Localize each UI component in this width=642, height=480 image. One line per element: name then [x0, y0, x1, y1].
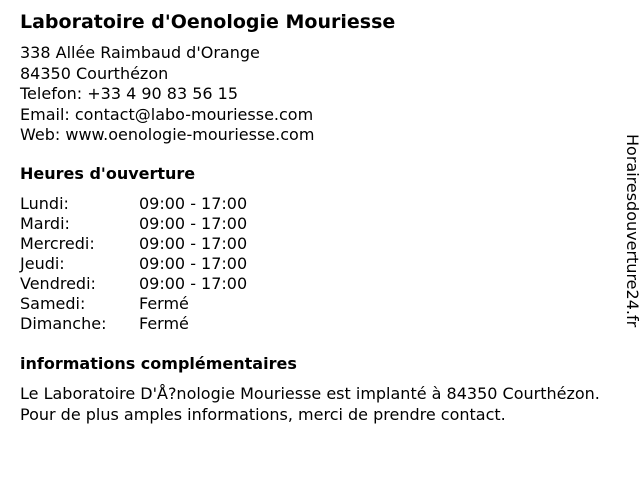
info-heading: informations complémentaires	[20, 354, 297, 373]
time-range: 09:00 - 17:00	[139, 234, 248, 253]
email-line: Email: contact@labo-mouriesse.com	[20, 104, 314, 124]
day-label: Mercredi:	[20, 234, 95, 253]
web-line: Web: www.oenologie-mouriesse.com	[20, 125, 315, 144]
hours-heading: Heures d'ouverture	[20, 164, 196, 183]
opening-hours-list	[20, 194, 320, 334]
time-range: Fermé	[139, 294, 189, 313]
hours-row-thursday	[20, 254, 320, 274]
time-range: 09:00 - 17:00	[139, 214, 248, 233]
time-range: 09:00 - 17:00	[139, 274, 248, 293]
city-postal: 84350 Courthézon	[20, 63, 169, 83]
day-label: Samedi:	[20, 294, 86, 313]
day-label: Vendredi:	[20, 274, 96, 293]
time-range: 09:00 - 17:00	[139, 254, 248, 273]
day-label: Mardi:	[20, 214, 70, 233]
site-credit-watermark: Horairesdouverture24.fr	[623, 134, 642, 328]
business-name: Laboratoire d'Oenologie Mouriesse	[20, 11, 396, 33]
hours-row-sunday	[20, 314, 320, 334]
day-label: Lundi:	[20, 194, 69, 213]
hours-row-tuesday	[20, 214, 320, 234]
hours-row-wednesday	[20, 234, 320, 254]
contact-block	[20, 43, 314, 146]
day-label: Jeudi:	[20, 254, 65, 273]
phone-line: Telefon: +33 4 90 83 56 15	[20, 84, 239, 103]
day-label: Dimanche:	[20, 314, 107, 333]
hours-row-friday	[20, 274, 320, 294]
business-description: Le Laboratoire D'Å?nologie Mouriesse est implanté à 84350 Courthézon. Pour de plus amples informations, merci de prendre contact.	[20, 384, 600, 424]
time-range: Fermé	[139, 314, 189, 333]
hours-row-saturday	[20, 294, 320, 314]
street-address: 338 Allée Raimbaud d'Orange	[20, 43, 260, 62]
time-range: 09:00 - 17:00	[139, 194, 248, 213]
hours-row-monday	[20, 194, 320, 214]
